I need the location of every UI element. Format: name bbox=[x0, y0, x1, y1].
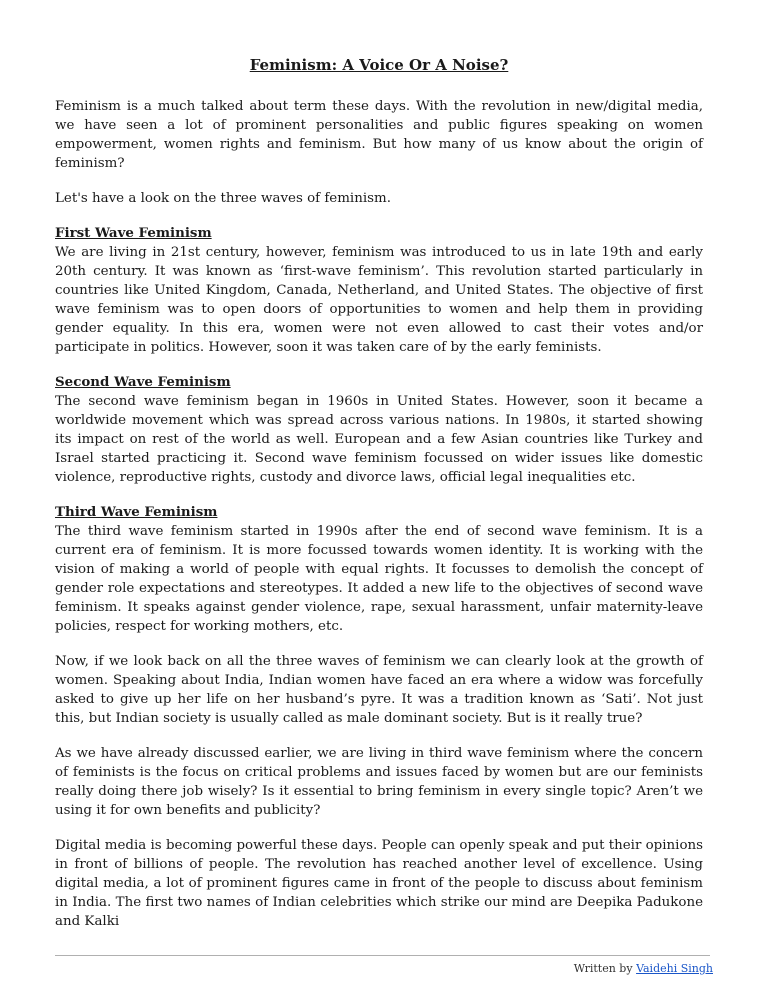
section-first-wave bbox=[55, 224, 703, 357]
document-page bbox=[55, 55, 703, 947]
discussed-paragraph: As we have already discussed earlier, we are living in third wave feminism where the concern of feminists is the focus on critical problems and issues faced by women but are our feminists really doing there job wisely? Is it essential to bring feminism in every single topic? Aren’t we using it for own benefits and publicity? bbox=[55, 746, 703, 818]
section-second-wave bbox=[55, 373, 703, 487]
section-body: The third wave feminism started in 1990s after the end of second wave feminism. It is a current era of feminism. It is more focussed towards women identity. It is working with the vision of making a world of people with equal rights. It focusses to demolish the concept of gender role expectations and stereotypes. It added a new life to the objectives of second wave feminism. It speaks against gender violence, rape, sexual harassment, unfair maternity-leave policies, respect for working mothers, etc. bbox=[55, 524, 703, 634]
section-third-wave bbox=[55, 503, 703, 636]
author-link[interactable]: Vaidehi Singh bbox=[636, 962, 713, 975]
section-heading: Third Wave Feminism bbox=[55, 504, 218, 520]
section-heading: Second Wave Feminism bbox=[55, 374, 231, 390]
footer-byline bbox=[574, 962, 713, 975]
footer-divider bbox=[55, 955, 710, 956]
india-paragraph: Now, if we look back on all the three waves of feminism we can clearly look at the growth of women. Speaking about India, Indian women have faced an era where a widow was forcefully asked to give up her life on her husband’s pyre. It was a tradition known as ‘Sati’. Not just this, but Indian society is usually called as male dominant society. But is it really true? bbox=[55, 654, 703, 726]
section-body: The second wave feminism began in 1960s in United States. However, soon it became a worldwide movement which was spread across various nations. In 1980s, it started showing its impact on rest of the world as well. European and a few Asian countries like Turkey and Israel started practicing it. Second wave feminism focussed on wider issues like domestic violence, reproductive rights, custody and divorce laws, official legal inequalities etc. bbox=[55, 394, 703, 485]
lead-in-paragraph: Let's have a look on the three waves of feminism. bbox=[55, 191, 391, 206]
section-body: We are living in 21st century, however, feminism was introduced to us in late 19th and early 20th century. It was known as ‘first-wave feminism’. This revolution started particularly in countries like United Kingdom, Canada, Netherland, and United States. The objective of first wave feminism was to open doors of opportunities to women and help them in providing gender equality. In this era, women were not even allowed to cast their votes and/or participate in politics. However, soon it was taken care of by the early feminists. bbox=[55, 245, 703, 355]
digital-media-paragraph: Digital media is becoming powerful these days. People can openly speak and put their opinions in front of billions of people. The revolution has reached another level of excellence. Using digital media, a lot of prominent figures came in front of the people to discuss about feminism in India. The first two names of Indian celebrities which strike our mind are Deepika Padukone and Kalki bbox=[55, 838, 703, 929]
intro-paragraph: Feminism is a much talked about term these days. With the revolution in new/digital media, we have seen a lot of prominent personalities and public figures speaking on women empowerment, women rights and feminism. But how many of us know about the origin of feminism? bbox=[55, 99, 703, 171]
byline-prefix: Written by bbox=[573, 962, 633, 975]
page-title: Feminism: A Voice Or A Noise? bbox=[249, 56, 509, 74]
section-heading: First Wave Feminism bbox=[55, 225, 212, 241]
